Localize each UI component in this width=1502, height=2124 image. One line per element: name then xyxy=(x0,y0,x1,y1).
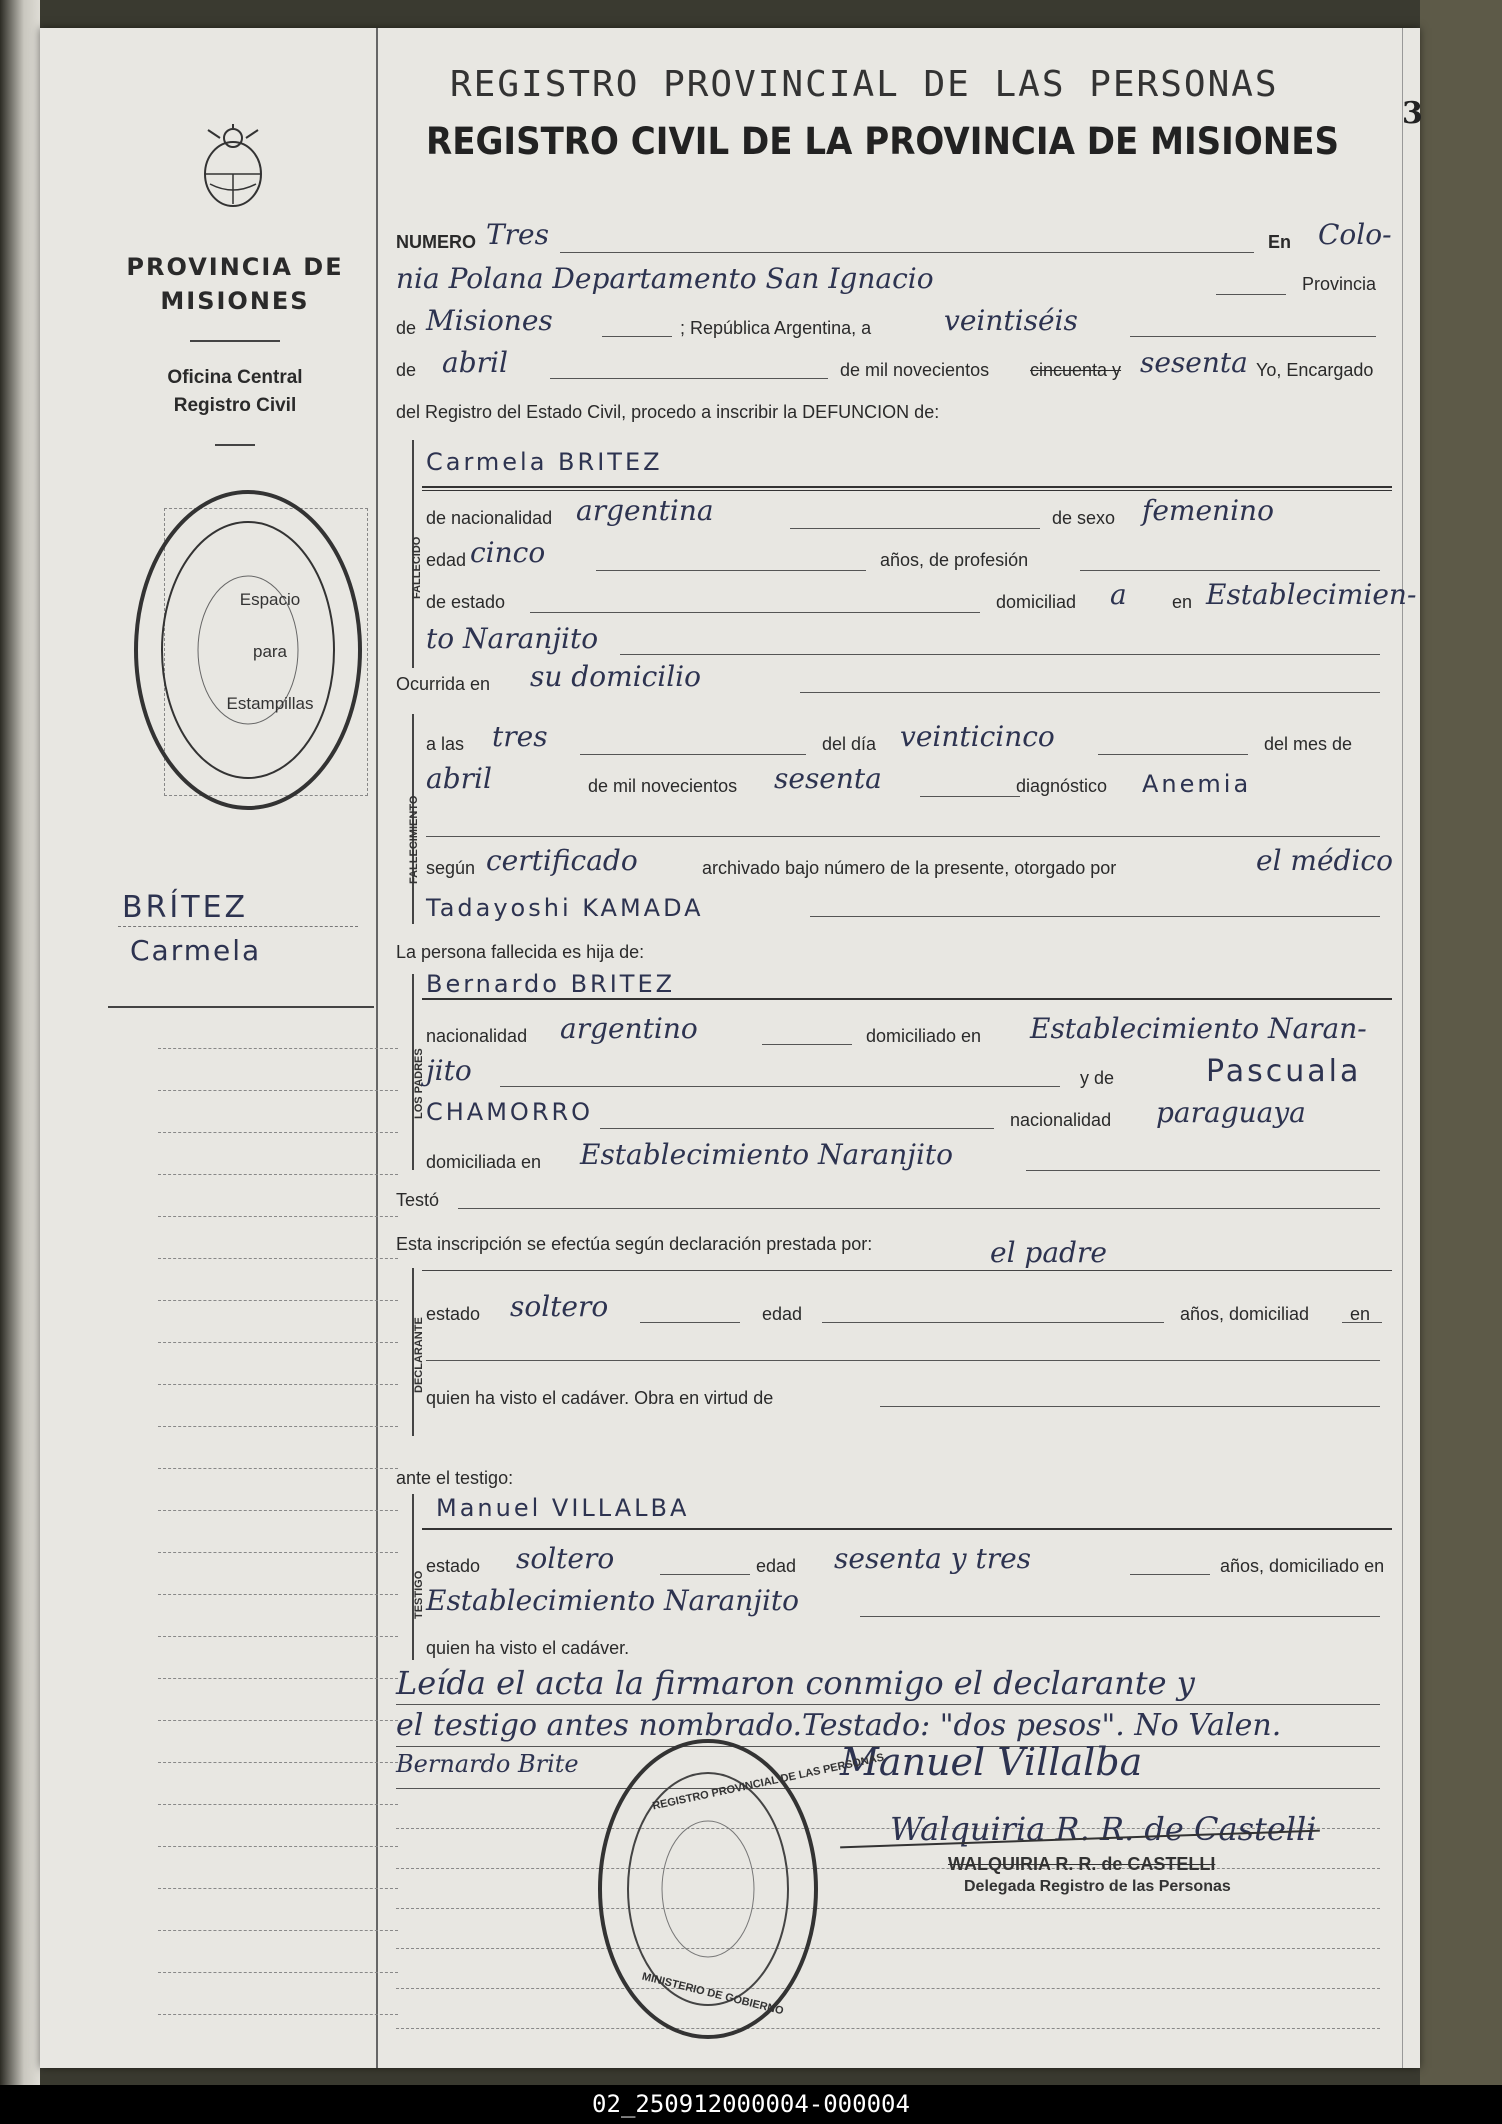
book-cover-edge xyxy=(1420,0,1502,2090)
label-domiciliado: domiciliado en xyxy=(866,1026,982,1046)
side-label-fallecimiento: FALLECIMIENTO xyxy=(408,795,420,884)
label-republica: ; República Argentina, a xyxy=(680,318,872,338)
label-ocurrida: Ocurrida en xyxy=(396,674,491,694)
side-label-padres: LOS PADRES xyxy=(413,1048,425,1119)
value-testigo-edad: sesenta y tres xyxy=(834,1542,1032,1575)
margin-surname: BRÍTEZ xyxy=(122,890,249,925)
closing-line1: Leída el acta la firmaron conmigo el declarante y xyxy=(396,1664,1195,1702)
office-title xyxy=(110,364,360,420)
margin-given-name: Carmela xyxy=(130,934,262,967)
book-spine xyxy=(0,0,40,2090)
value-domiciliad: a xyxy=(1110,578,1127,611)
label-edad: edad xyxy=(426,550,467,570)
label-nacionalidad: de nacionalidad xyxy=(426,508,553,528)
label-testo: Testó xyxy=(396,1190,440,1210)
value-padre-domicilio1: Establecimiento Naran- xyxy=(1030,1012,1367,1045)
value-nacionalidad: argentina xyxy=(576,494,714,527)
value-medico-nombre: Tadayoshi KAMADA xyxy=(426,894,704,922)
label-anos-domiciliad: años, domiciliad xyxy=(1180,1304,1310,1324)
coat-of-arms-icon xyxy=(200,124,266,210)
register-page xyxy=(40,28,1423,2068)
province-title xyxy=(110,250,360,318)
label-estado-declarante: estado xyxy=(426,1304,481,1324)
value-padre-nacionalidad: argentino xyxy=(560,1012,698,1045)
label-y-de: y de xyxy=(1080,1068,1115,1088)
signature-testigo: Manuel Villalba xyxy=(840,1740,1143,1784)
label-ante: ante el testigo: xyxy=(396,1468,514,1488)
value-declarante-estado: soltero xyxy=(510,1290,609,1323)
office-line1: Oficina Central xyxy=(167,367,303,388)
province-line2: MISIONES xyxy=(160,287,310,315)
margin-rule xyxy=(108,1006,374,1008)
label-anos-profesion: años, de profesión xyxy=(880,550,1029,570)
label-estado-testigo: estado xyxy=(426,1556,481,1576)
label-en-declarante: en xyxy=(1350,1304,1371,1324)
value-dia: veintiséis xyxy=(944,304,1078,337)
right-border xyxy=(1402,28,1403,2068)
value-madre-domicilio: Establecimiento Naranjito xyxy=(580,1138,954,1171)
label-de-mil-2: de mil novecientos xyxy=(588,776,738,796)
province-underline xyxy=(190,340,280,342)
officer-title: Delegada Registro de las Personas xyxy=(964,1878,1231,1895)
signature-officer: Walquiria R. R. de Castelli xyxy=(890,1810,1317,1848)
value-padre-domicilio2: jito xyxy=(426,1054,472,1087)
stamp-line2: para xyxy=(252,642,288,661)
side-label-declarante: DECLARANTE xyxy=(413,1317,425,1393)
stamp-space-label xyxy=(170,574,370,730)
value-ocurrida: su domicilio xyxy=(530,660,701,693)
label-yo: Yo, Encargado xyxy=(1256,360,1374,380)
label-archivado: archivado bajo número de la presente, otorgado por xyxy=(702,858,1117,878)
value-hora: tres xyxy=(492,720,548,753)
signature-declarante: Bernardo Brite xyxy=(396,1750,579,1778)
value-medico: el médico xyxy=(1256,844,1393,877)
label-de-mil: de mil novecientos xyxy=(840,360,990,380)
label-segun: según xyxy=(426,858,476,878)
value-provincia: Misiones xyxy=(426,304,553,337)
side-label-fallecido: FALLECIDO xyxy=(411,536,423,599)
label-numero: NUMERO xyxy=(396,232,476,252)
side-label-testigo: TESTIGO xyxy=(413,1570,425,1619)
value-madre-nacionalidad: paraguaya xyxy=(1156,1096,1306,1129)
label-diagnostico: diagnóstico xyxy=(1016,776,1108,796)
province-line1: PROVINCIA DE xyxy=(126,253,344,281)
label-anos-domiciliado: años, domiciliado en xyxy=(1220,1556,1385,1576)
office-line2: Registro Civil xyxy=(173,395,297,416)
value-mes: abril xyxy=(442,346,508,379)
value-edad: cinco xyxy=(470,536,546,569)
value-padre: Bernardo BRITEZ xyxy=(426,970,676,998)
label-provincia: Provincia xyxy=(1302,274,1377,294)
value-mes-fallecimiento: abril xyxy=(426,762,492,795)
label-a-las: a las xyxy=(426,734,465,754)
value-dia-fallecimiento: veinticinco xyxy=(900,720,1055,753)
page-number: 3 xyxy=(1402,96,1423,131)
label-inscripcion: Esta inscripción se efectúa según declaración prestada por: xyxy=(396,1234,873,1254)
value-anio: sesenta xyxy=(1140,346,1248,379)
office-underline xyxy=(215,444,255,446)
value-numero: Tres xyxy=(486,218,549,251)
value-domicilio2: to Naranjito xyxy=(426,622,599,655)
label-visto-testigo: quien ha visto el cadáver. xyxy=(426,1638,630,1658)
value-diagnostico: Anemia xyxy=(1142,770,1252,798)
header-line1: REGISTRO PROVINCIAL DE LAS PERSONAS xyxy=(450,64,1279,105)
value-en: Colo- xyxy=(1318,218,1392,251)
label-del-dia: del día xyxy=(822,734,877,754)
value-certificado: certificado xyxy=(486,844,638,877)
label-hija: La persona fallecida es hija de: xyxy=(396,942,645,962)
label-cincuenta-struck: cincuenta y xyxy=(1030,360,1122,380)
label-edad-testigo: edad xyxy=(756,1556,797,1576)
label-nacionalidad-padre: nacionalidad xyxy=(426,1026,528,1046)
officer-name: WALQUIRIA R. R. de CASTELLI xyxy=(948,1854,1216,1874)
value-declarante: el padre xyxy=(990,1236,1107,1269)
value-anio-fallecimiento: sesenta xyxy=(774,762,882,795)
stamp-line1: Espacio xyxy=(239,590,301,609)
label-del-mes: del mes de xyxy=(1264,734,1353,754)
value-testigo-domicilio: Establecimiento Naranjito xyxy=(426,1584,800,1617)
label-nacionalidad-madre: nacionalidad xyxy=(1010,1110,1112,1130)
image-id-footer: 02_250912000004-000004 xyxy=(0,2085,1502,2124)
value-sexo: femenino xyxy=(1142,494,1274,527)
label-edad-declarante: edad xyxy=(762,1304,803,1324)
stamp2-text-bottom: MINISTERIO DE GOBIERNO xyxy=(640,1970,785,2018)
margin-name-line xyxy=(118,926,358,927)
value-testigo-estado: soltero xyxy=(516,1542,615,1575)
label-sexo: de sexo xyxy=(1052,508,1116,528)
stamp2-text-top: REGISTRO PROVINCIAL DE LAS PERSONAS xyxy=(651,1751,885,1813)
closing-line2: el testigo antes nombrado.Testado: "dos pesos". No Valen. xyxy=(396,1708,1282,1743)
value-madre2: CHAMORRO xyxy=(426,1098,594,1126)
label-en-domicilio: en xyxy=(1172,592,1193,612)
label-registro: del Registro del Estado Civil, procedo a inscribir la DEFUNCION de: xyxy=(396,402,940,422)
value-domicilio1: Establecimien- xyxy=(1206,578,1417,611)
label-visto: quien ha visto el cadáver. Obra en virtud de xyxy=(426,1388,774,1408)
value-testigo: Manuel VILLALBA xyxy=(436,1494,690,1522)
stamp-line3: Estampillas xyxy=(226,694,314,713)
label-de: de xyxy=(396,318,417,338)
label-en: En xyxy=(1268,232,1292,252)
value-madre1: Pascuala xyxy=(1206,1054,1362,1089)
header-line2: REGISTRO CIVIL DE LA PROVINCIA DE MISIONES xyxy=(426,120,1340,163)
value-localidad: nia Polana Departamento San Ignacio xyxy=(396,262,934,295)
value-nombre: Carmela BRITEZ xyxy=(426,448,663,476)
label-estado: de estado xyxy=(426,592,506,612)
label-domiciliad: domiciliad xyxy=(996,592,1077,612)
label-de-mes: de xyxy=(396,360,417,380)
label-domiciliada: domiciliada en xyxy=(426,1152,542,1172)
